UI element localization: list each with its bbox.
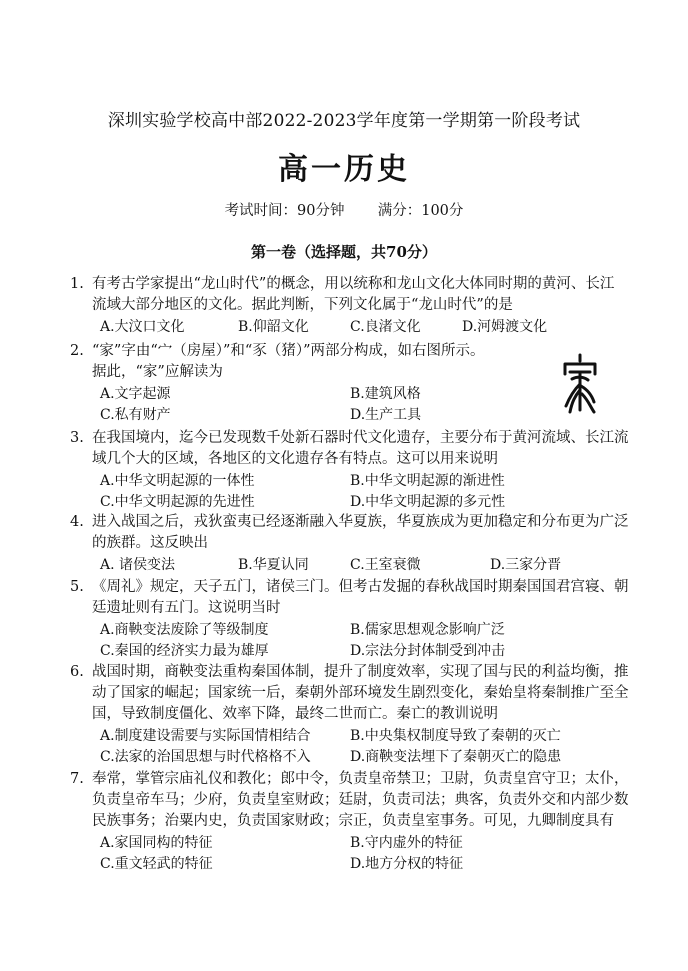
option-B[interactable]: B.中央集权制度导致了秦朝的灭亡	[350, 728, 561, 744]
question-4	[72, 512, 632, 554]
stem-line: 动了国家的崛起；国家统一后，秦朝外部环境发生剧烈变化，秦始皇将秦制推广至全	[92, 685, 629, 701]
question-number: 3.	[70, 430, 84, 446]
option-A[interactable]: A.家国同构的特征	[100, 835, 213, 851]
question-stem	[92, 577, 632, 619]
jia-seal-character-image	[560, 352, 600, 414]
option-A[interactable]: A.大汶口文化	[100, 319, 185, 335]
question-stem	[92, 512, 632, 554]
option-C[interactable]: C.中华文明起源的先进性	[100, 494, 255, 510]
option-A[interactable]: A.文字起源	[100, 386, 171, 402]
stem-line: 负责皇帝车马；少府，负责皇室财政；廷尉，负责司法；典客，负责外交和内部少数	[92, 792, 629, 808]
stem-line: 奉常，掌管宗庙礼仪和教化；郎中令，负责皇帝禁卫；卫尉，负责皇宫守卫；太仆，	[92, 771, 629, 787]
stem-line: 在我国境内，迄今已发现数千处新石器时代文化遗存，主要分布于黄河流域、长江流	[92, 430, 629, 446]
option-C[interactable]: C.私有财产	[100, 407, 171, 423]
stem-line: 据此，“家”应解读为	[92, 364, 223, 380]
section-title: 第一卷（选择题，共70分）	[251, 243, 437, 261]
option-B[interactable]: B.守内虚外的特征	[350, 835, 463, 851]
option-C[interactable]: C.良渚文化	[350, 319, 421, 335]
exam-time: 考试时间：90分钟	[224, 203, 345, 219]
option-D[interactable]: D.宗法分封体制受到冲击	[350, 643, 506, 659]
option-B[interactable]: B.华夏认同	[238, 557, 309, 573]
option-B[interactable]: B.建筑风格	[350, 386, 421, 402]
question-stem	[92, 274, 632, 316]
stem-line: 流域大部分地区的文化。据此判断，下列文化属于“龙山时代”的是	[92, 297, 513, 313]
option-C[interactable]: C.重文轻武的特征	[100, 856, 213, 872]
option-D[interactable]: D.商鞅变法埋下了秦朝灭亡的隐患	[350, 749, 562, 765]
option-B[interactable]: B.仰韶文化	[238, 319, 309, 335]
option-A[interactable]: A.制度建设需要与实际国情相结合	[100, 728, 311, 744]
option-A[interactable]: A.商鞅变法废除了等级制度	[100, 622, 269, 638]
question-stem	[92, 341, 632, 383]
option-D[interactable]: D.地方分权的特征	[350, 856, 464, 872]
stem-line: 《周礼》规定，天子五门，诸侯三门。但考古发掘的春秋战国时期秦国国君宫寝、朝	[92, 579, 629, 595]
question-7	[72, 769, 632, 832]
option-D[interactable]: D.河姆渡文化	[462, 319, 548, 335]
question-stem	[92, 662, 632, 725]
option-A[interactable]: A. 诸侯变法	[100, 557, 176, 573]
stem-line: 民族事务；治粟内史，负责国家财政；宗正，负责皇室事务。可见，九卿制度具有	[92, 813, 614, 829]
question-number: 5.	[70, 579, 84, 595]
question-stem	[92, 769, 632, 832]
stem-line: 国，导致制度僵化、效率下降，最终二世而亡。秦亡的教训说明	[92, 706, 498, 722]
stem-line: “家”字由“宀（房屋）”和“豕（猪）”两部分构成，如右图所示。	[92, 343, 485, 359]
option-B[interactable]: B.中华文明起源的渐进性	[350, 473, 505, 489]
stem-line: 进入战国之后，戎狄蛮夷已经逐渐融入华夏族，华夏族成为更加稳定和分布更为广泛	[92, 514, 629, 530]
subject-title: 高一历史	[278, 152, 410, 187]
stem-line: 域几个大的区域，各地区的文化遗存各有特点。这可以用来说明	[92, 451, 498, 467]
question-5	[72, 577, 632, 619]
option-A[interactable]: A.中华文明起源的一体性	[100, 473, 255, 489]
question-2	[72, 341, 632, 383]
question-6	[72, 662, 632, 725]
option-D[interactable]: D.三家分晋	[490, 557, 562, 573]
option-C[interactable]: C.法家的治国思想与时代格格不入	[100, 749, 311, 765]
full-score: 满分：100分	[377, 203, 464, 219]
stem-line: 战国时期，商鞅变法重构秦国体制，提升了制度效率，实现了国与民的利益均衡，推	[92, 664, 629, 680]
question-3	[72, 428, 632, 470]
option-B[interactable]: B.儒家思想观念影响广泛	[350, 622, 505, 638]
question-number: 4.	[70, 514, 84, 530]
question-1	[72, 274, 632, 316]
stem-line: 廷遗址则有五门。这说明当时	[92, 600, 281, 616]
question-number: 1.	[70, 276, 84, 292]
question-number: 2.	[70, 343, 84, 359]
stem-line: 的族群。这反映出	[92, 535, 208, 551]
question-stem	[92, 428, 632, 470]
option-C[interactable]: C.王室衰微	[350, 557, 421, 573]
option-D[interactable]: D.中华文明起源的多元性	[350, 494, 506, 510]
option-D[interactable]: D.生产工具	[350, 407, 422, 423]
school-exam-title: 深圳实验学校高中部2022-2023学年度第一学期第一阶段考试	[107, 111, 581, 131]
exam-info	[0, 199, 688, 220]
option-C[interactable]: C.秦国的经济实力最为雄厚	[100, 643, 269, 659]
stem-line: 有考古学家提出“龙山时代”的概念，用以统称和龙山文化大体同时期的黄河、长江	[92, 276, 615, 292]
question-number: 7.	[70, 771, 84, 787]
question-number: 6.	[70, 664, 84, 680]
